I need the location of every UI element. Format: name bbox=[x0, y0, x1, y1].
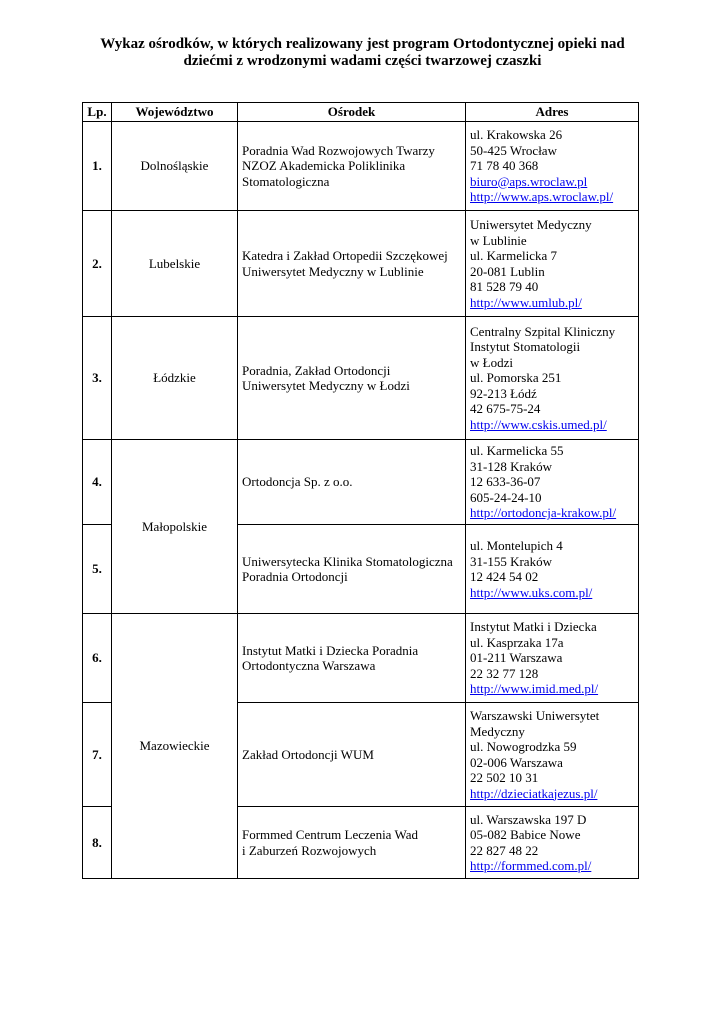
address-line: 20-081 Lublin bbox=[470, 263, 545, 279]
center-name-cell bbox=[238, 211, 466, 317]
address-cell bbox=[466, 525, 639, 614]
website-link[interactable]: http://www.uks.com.pl/ bbox=[470, 584, 593, 600]
address-line: w Lublinie bbox=[470, 232, 527, 248]
row-number: 2. bbox=[83, 211, 112, 317]
address-cell bbox=[466, 317, 639, 440]
center-name-line: Uniwersytet Medyczny w Lublinie bbox=[242, 263, 424, 279]
website-link[interactable]: http://www.umlub.pl/ bbox=[470, 294, 582, 310]
address-line: 81 528 79 40 bbox=[470, 279, 539, 294]
table-row bbox=[83, 317, 639, 440]
voivodeship-cell: Małopolskie bbox=[112, 440, 238, 614]
address-line: ul. Karmelicka 55 bbox=[470, 443, 564, 459]
row-number: 5. bbox=[83, 525, 112, 614]
center-name-line: Katedra i Zakład Ortopedii Szczękowej bbox=[242, 248, 448, 263]
address-line: ul. Karmelicka 7 bbox=[470, 248, 557, 263]
center-name-line: Uniwersytet Medyczny w Łodzi bbox=[242, 378, 410, 393]
address-line: 02-006 Warszawa bbox=[470, 754, 563, 770]
table-row bbox=[83, 440, 639, 525]
header-wojewodztwo: Województwo bbox=[112, 103, 238, 122]
address-cell bbox=[466, 703, 639, 807]
address-line: ul. Krakowska 26 bbox=[470, 127, 563, 143]
center-name-cell bbox=[238, 614, 466, 703]
address-line: 12 424 54 02 bbox=[470, 569, 539, 584]
address-line: 50-425 Wrocław bbox=[470, 142, 557, 158]
center-name-line: Stomatologiczna bbox=[242, 173, 330, 189]
address-line: Medyczny bbox=[470, 723, 525, 739]
address-line: 71 78 40 368 bbox=[470, 158, 539, 174]
address-line: Instytut Stomatologii bbox=[470, 339, 581, 355]
row-number: 1. bbox=[83, 122, 112, 211]
website-link[interactable]: http://ortodoncja-krakow.pl/ bbox=[470, 505, 617, 521]
header-lp: Lp. bbox=[83, 103, 112, 122]
header-adres: Adres bbox=[466, 103, 639, 122]
address-line: 12 633-36-07 bbox=[470, 474, 541, 490]
website-link[interactable]: http://www.imid.med.pl/ bbox=[470, 681, 599, 697]
address-line: Warszawski Uniwersytet bbox=[470, 708, 600, 723]
voivodeship-cell: Lubelskie bbox=[112, 211, 238, 317]
address-cell bbox=[466, 122, 639, 211]
address-line: ul. Montelupich 4 bbox=[470, 538, 563, 553]
table-row bbox=[83, 122, 639, 211]
address-cell bbox=[466, 440, 639, 525]
table-row bbox=[83, 614, 639, 703]
voivodeship-cell: Mazowieckie bbox=[112, 614, 238, 879]
center-name-line: i Zaburzeń Rozwojowych bbox=[242, 842, 377, 858]
address-line: 92-213 Łódź bbox=[470, 385, 537, 401]
row-number: 7. bbox=[83, 703, 112, 807]
address-line: w Łodzi bbox=[470, 354, 513, 370]
center-name-cell bbox=[238, 122, 466, 211]
address-line: 31-155 Kraków bbox=[470, 553, 552, 569]
address-line: 605-24-24-10 bbox=[470, 489, 542, 505]
address-line: Instytut Matki i Dziecka bbox=[470, 619, 597, 635]
title-line-1: Wykaz ośrodków, w których realizowany jest program Ortodontycznej opieki nad bbox=[100, 36, 625, 52]
address-line: 31-128 Kraków bbox=[470, 458, 552, 474]
address-line: Uniwersytet Medyczny bbox=[470, 217, 592, 232]
center-name-line: Formmed Centrum Leczenia Wad bbox=[242, 827, 418, 842]
center-name-line: Uniwersytecka Klinika Stomatologiczna bbox=[242, 553, 453, 569]
address-line: 22 32 77 128 bbox=[470, 665, 539, 681]
center-name-cell bbox=[238, 440, 466, 525]
address-line: ul. Warszawska 197 D bbox=[470, 811, 587, 827]
email-link[interactable]: biuro@aps.wroclaw.pl bbox=[470, 173, 588, 189]
header-row bbox=[83, 103, 639, 122]
center-name-line: Poradnia Ortodoncji bbox=[242, 569, 348, 584]
voivodeship-cell: Łódzkie bbox=[112, 317, 238, 440]
address-cell bbox=[466, 614, 639, 703]
address-line: ul. Kasprzaka 17a bbox=[470, 634, 564, 650]
title-line-2: dziećmi z wrodzonymi wadami części twarzowej czaszki bbox=[183, 53, 542, 69]
center-name-line: Ortodoncja Sp. z o.o. bbox=[242, 474, 353, 490]
center-name-line: NZOZ Akademicka Poliklinika bbox=[242, 158, 406, 174]
website-link[interactable]: http://formmed.com.pl/ bbox=[470, 858, 592, 873]
center-name-line: Instytut Matki i Dziecka Poradnia bbox=[242, 642, 419, 658]
center-name-cell bbox=[238, 525, 466, 614]
table-row bbox=[83, 211, 639, 317]
address-line: 01-211 Warszawa bbox=[470, 650, 563, 666]
row-number: 6. bbox=[83, 614, 112, 703]
website-link[interactable]: http://dzieciatkajezus.pl/ bbox=[470, 785, 598, 801]
website-link[interactable]: http://www.cskis.umed.pl/ bbox=[470, 416, 607, 432]
address-line: 42 675-75-24 bbox=[470, 401, 541, 417]
row-number: 8. bbox=[83, 807, 112, 879]
row-number: 4. bbox=[83, 440, 112, 525]
center-name-cell bbox=[238, 703, 466, 807]
address-line: Centralny Szpital Kliniczny bbox=[470, 323, 616, 339]
center-name-line: Poradnia Wad Rozwojowych Twarzy bbox=[242, 142, 435, 158]
header-osrodek: Ośrodek bbox=[238, 103, 466, 122]
address-line: 22 502 10 31 bbox=[470, 770, 539, 785]
center-name-line: Ortodontyczna Warszawa bbox=[242, 658, 376, 673]
row-number: 3. bbox=[83, 317, 112, 440]
center-name-line: Poradnia, Zakład Ortodoncji bbox=[242, 362, 391, 378]
voivodeship-cell: Dolnośląskie bbox=[112, 122, 238, 211]
address-cell bbox=[466, 211, 639, 317]
address-cell bbox=[466, 807, 639, 879]
address-line: 22 827 48 22 bbox=[470, 842, 539, 858]
center-name-cell bbox=[238, 807, 466, 879]
document-title bbox=[60, 36, 665, 70]
center-name-line: Zakład Ortodoncji WUM bbox=[242, 746, 374, 762]
website-link[interactable]: http://www.aps.wroclaw.pl/ bbox=[470, 189, 614, 205]
address-line: ul. Pomorska 251 bbox=[470, 370, 562, 386]
centers-table bbox=[82, 102, 639, 879]
address-line: 05-082 Babice Nowe bbox=[470, 827, 581, 842]
address-line: ul. Nowogrodzka 59 bbox=[470, 739, 577, 754]
center-name-cell bbox=[238, 317, 466, 440]
